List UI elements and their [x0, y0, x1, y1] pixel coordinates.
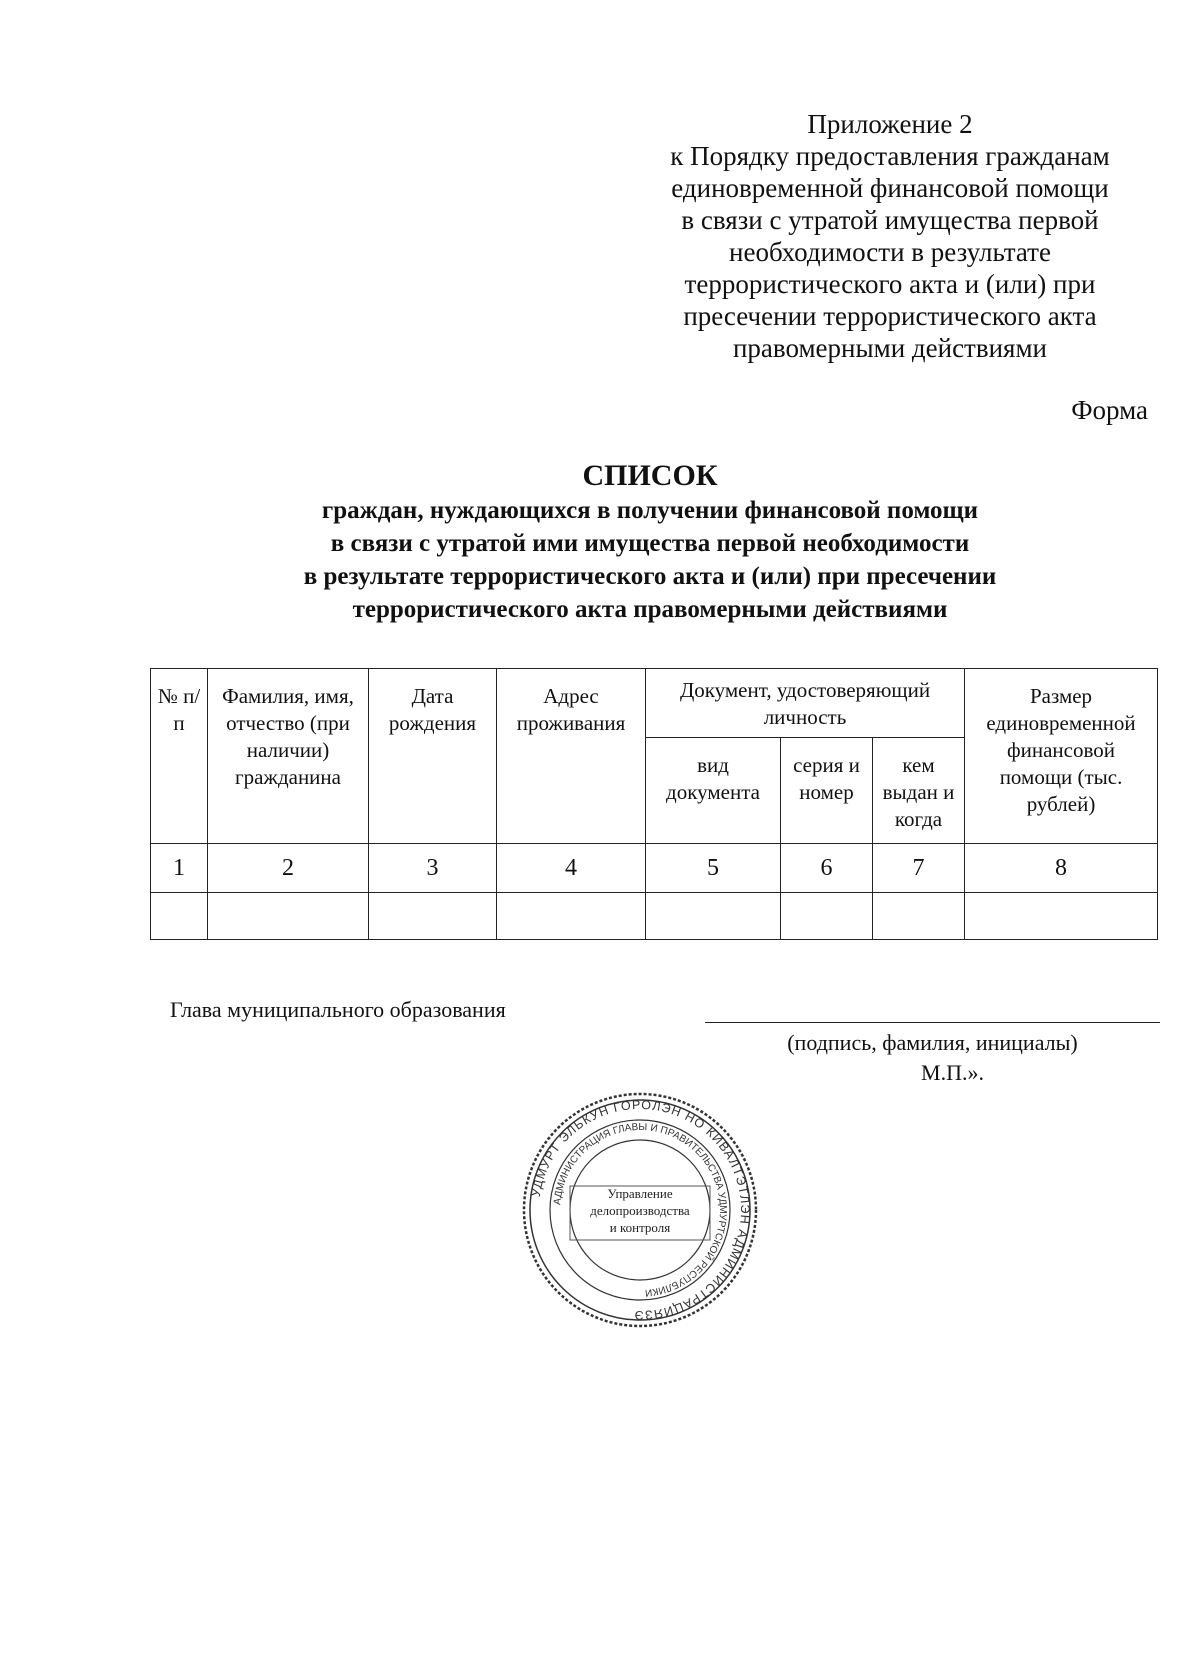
- appendix-block: [640, 108, 1140, 364]
- appendix-line: необходимости в результате: [729, 237, 1051, 267]
- seal-place-label: М.П.».: [921, 1060, 984, 1085]
- column-number: 1: [151, 844, 208, 893]
- form-label: Форма: [1071, 395, 1148, 425]
- seal-center-line: и контроля: [609, 1220, 671, 1235]
- signature-label: Глава муниципального образования: [170, 997, 506, 1022]
- appendix-line: к Порядку предоставления гражданам: [670, 141, 1110, 171]
- empty-cell: [965, 893, 1158, 940]
- header-doc-series: серия и номер: [781, 738, 873, 844]
- table-row: [151, 893, 1158, 940]
- document-subtitle-line: граждан, нуждающихся в получении финансовой помощи: [321, 497, 979, 524]
- empty-cell: [369, 893, 497, 940]
- official-seal: [520, 1090, 760, 1330]
- signature-caption: (подпись, фамилия, инициалы): [787, 1030, 1078, 1055]
- column-number: 4: [497, 844, 646, 893]
- column-number: 6: [781, 844, 873, 893]
- document-title-block: [150, 458, 1150, 626]
- appendix-line: пресечении террористического акта: [683, 301, 1097, 331]
- appendix-line: единовременной финансовой помощи: [671, 173, 1109, 203]
- column-number-row: [151, 844, 1158, 893]
- header-doc-type: вид документа: [646, 738, 781, 844]
- appendix-line: Приложение 2: [807, 109, 973, 139]
- column-number: 5: [646, 844, 781, 893]
- column-number: 3: [369, 844, 497, 893]
- header-amount: Размер единовременной финансовой помощи (тыс. рублей): [965, 669, 1158, 844]
- document-subtitle-line: в связи с утратой ими имущества первой необходимости: [330, 530, 970, 557]
- column-number: 7: [873, 844, 965, 893]
- empty-cell: [497, 893, 646, 940]
- column-number: 8: [965, 844, 1158, 893]
- appendix-line: в связи с утратой имущества первой: [681, 205, 1099, 235]
- seal-center-line: делопроизводства: [590, 1203, 690, 1218]
- header-doc-issued: кем выдан и когда: [873, 738, 965, 844]
- document-subtitle-line: террористического акта правомерными действиями: [352, 596, 948, 623]
- empty-cell: [873, 893, 965, 940]
- signature-caption-block: [705, 1028, 1160, 1088]
- column-number: 2: [208, 844, 369, 893]
- document-subtitle-line: в результате террористического акта и (или) при пресечении: [303, 563, 997, 590]
- header-address: Адрес проживания: [497, 669, 646, 844]
- empty-cell: [781, 893, 873, 940]
- header-birth-date: Дата рождения: [369, 669, 497, 844]
- seal-inner-text: АДМИНИСТРАЦИЯ ГЛАВЫ И ПРАВИТЕЛЬСТВА УДМУРТСКОЙ РЕСПУБЛИКИ: [552, 1121, 729, 1298]
- empty-cell: [646, 893, 781, 940]
- header-name: Фамилия, имя, отчество (при наличии) гражданина: [208, 669, 369, 844]
- empty-cell: [151, 893, 208, 940]
- header-identity-document: Документ, удостоверяющий личность: [646, 669, 965, 738]
- appendix-line: правомерными действиями: [732, 333, 1048, 363]
- seal-outer-text: УДМУРТ ЭЛЬКУН ГОРОЛЭН НО КИВАЛТЭТЛЭН АДМИНИСТРАЦИЯЗЭ: [528, 1097, 753, 1323]
- appendix-line: террористического акта и (или) при: [684, 269, 1096, 299]
- seal-center-line: Управление: [607, 1186, 673, 1201]
- document-title: СПИСОК: [582, 459, 718, 492]
- empty-cell: [208, 893, 369, 940]
- signature-line: [705, 1022, 1160, 1023]
- header-num: № п/п: [151, 669, 208, 844]
- citizens-list-table: [150, 668, 1158, 940]
